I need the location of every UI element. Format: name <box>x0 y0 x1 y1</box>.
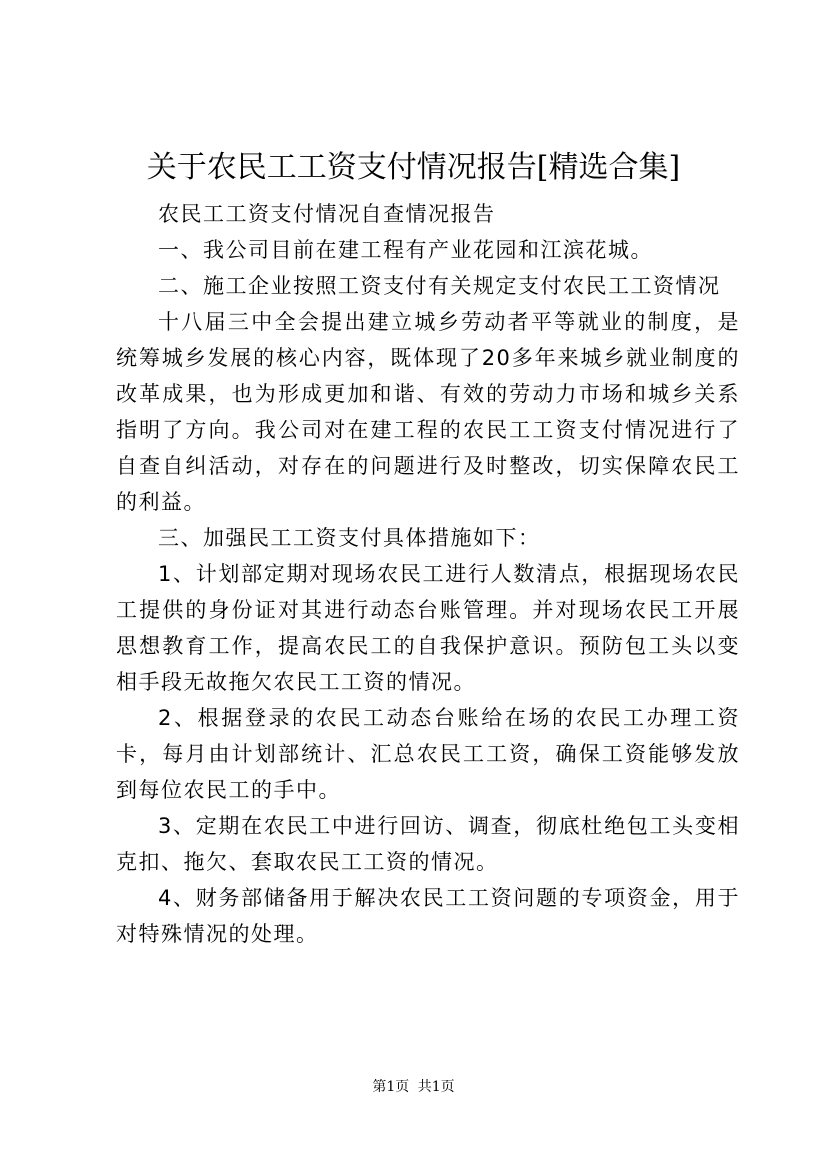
paragraph-section-2: 二、施工企业按照工资支付有关规定支付农民工工资情况 <box>158 274 721 298</box>
paragraph-heading: 农民工工资支付情况自查情况报告 <box>158 202 496 226</box>
page-footer <box>0 1077 827 1097</box>
page-total: 共1页 <box>417 1079 455 1095</box>
paragraph-measure-1: 1、计划部定期对现场农民工进行人数清点，根据现场农民工提供的身份证对其进行动态台账管理。并对现场农民工开展思想教育工作，提高农民工的自我保护意识。预防包工头以变相手段无故拖欠农民工工资的情况。 <box>116 562 740 694</box>
document-body <box>116 196 740 952</box>
paragraph-measure-2: 2、根据登录的农民工动态台账给在场的农民工办理工资卡，每月由计划部统计、汇总农民工工资，确保工资能够发放到每位农民工的手中。 <box>116 706 740 802</box>
paragraph-measure-4: 4、财务部储备用于解决农民工工资问题的专项资金，用于对特殊情况的处理。 <box>116 886 740 946</box>
paragraph-measure-3: 3、定期在农民工中进行回访、调查，彻底杜绝包工头变相克扣、拖欠、套取农民工工资的情况。 <box>116 814 740 874</box>
page-number: 第1页 <box>372 1079 410 1095</box>
paragraph-section-1: 一、我公司目前在建工程有产业花园和江滨花城。 <box>158 238 653 262</box>
paragraph-section-3: 三、加强民工工资支付具体措施如下： <box>158 526 541 550</box>
paragraph-body: 十八届三中全会提出建立城乡劳动者平等就业的制度，是统筹城乡发展的核心内容，既体现了20多年来城乡就业制度的改革成果，也为形成更加和谐、有效的劳动力市场和城乡关系指明了方向。我公司对在建工程的农民工工资支付情况进行了自查自纠活动，对存在的问题进行及时整改，切实保障农民工的利益。 <box>116 310 740 514</box>
document-title: 关于农民工工资支付情况报告[精选合集] <box>146 150 681 185</box>
